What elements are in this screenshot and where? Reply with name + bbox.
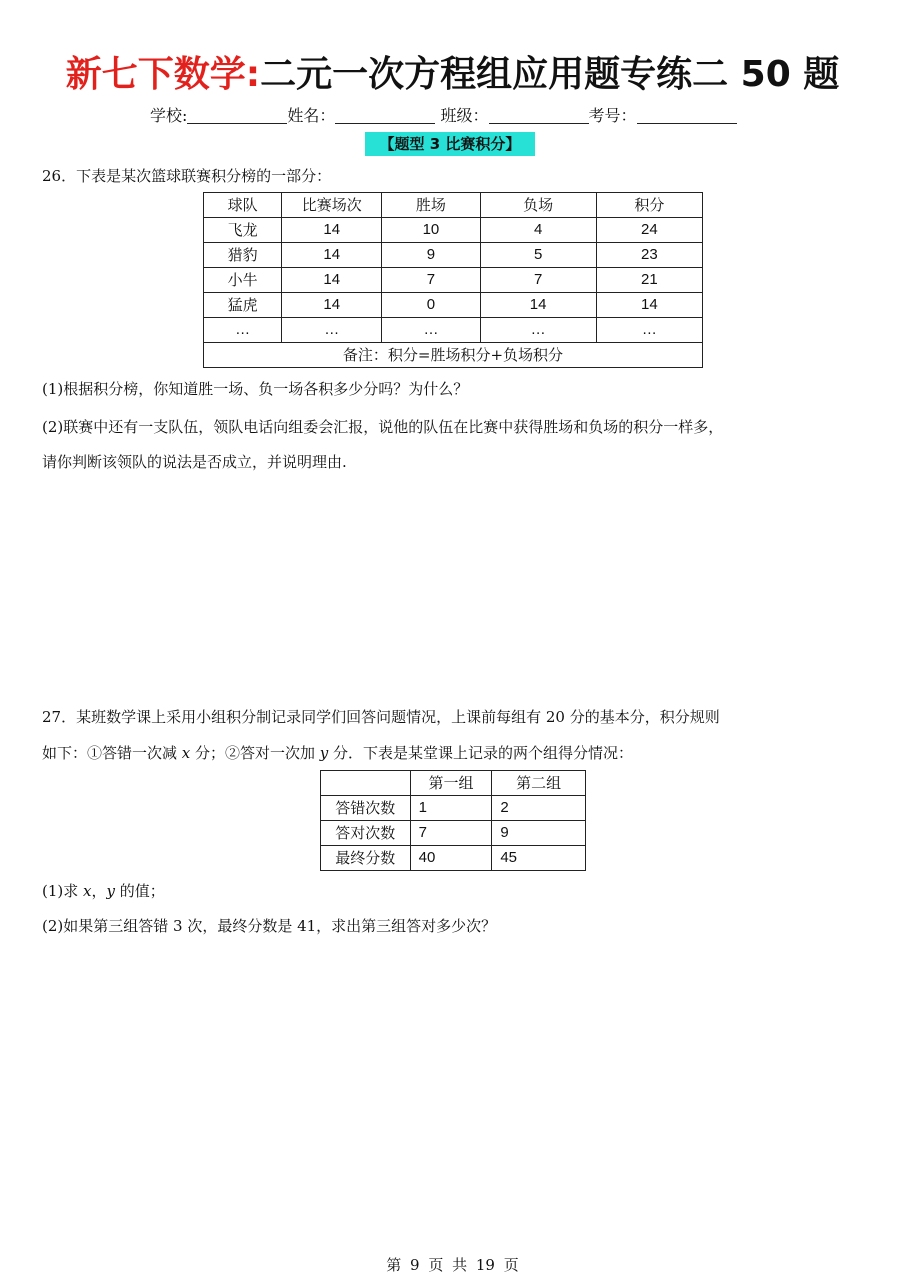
page-footer: 第 9 页 共 19 页	[386, 1256, 519, 1274]
var-y: y	[106, 882, 115, 900]
name-label: 姓名：	[287, 106, 336, 125]
table-cell: 45	[492, 846, 586, 871]
q26-sub1: (1)根据积分榜，你知道胜一场、负一场各积多少分吗？为什么？	[42, 380, 469, 398]
table-cell: 7	[480, 268, 596, 293]
exam-no-blank[interactable]	[637, 107, 737, 124]
header-cell: 球队	[204, 193, 282, 218]
table-cell: …	[382, 318, 480, 343]
table-row	[321, 821, 586, 846]
title-black-part: 二元一次方程组应用题专练二 50 题	[260, 54, 840, 95]
q27-stem-line1: 27．某班数学课上采用小组积分制记录同学们回答问题情况，上课前每组有 20 分的基本分，积分规则	[42, 708, 720, 726]
school-label: 学校:	[150, 106, 188, 125]
header-cell	[321, 771, 411, 796]
table-cell: 9	[382, 243, 480, 268]
table-cell: 飞龙	[204, 218, 282, 243]
table-header-row	[204, 193, 703, 218]
table-cell: 14	[596, 293, 702, 318]
table-cell: 5	[480, 243, 596, 268]
q26-sub2-line1: (2)联赛中还有一支队伍，领队电话向组委会汇报，说他的队伍在比赛中获得胜场和负场的积分一样多，	[42, 418, 724, 436]
table-cell: 答对次数	[321, 821, 411, 846]
q27-sub2: (2)如果第三组答错 3 次，最终分数是 41，求出第三组答对多少次？	[42, 917, 497, 935]
q27-sub1-part: 的值；	[115, 882, 165, 900]
header-cell: 第一组	[410, 771, 492, 796]
table-cell: …	[480, 318, 596, 343]
name-blank[interactable]	[335, 107, 435, 124]
table-row	[204, 243, 703, 268]
q27-sub1-part: ，	[91, 882, 107, 900]
table-row	[204, 318, 703, 343]
table-cell: 猛虎	[204, 293, 282, 318]
table-cell: 14	[480, 293, 596, 318]
table-cell: …	[204, 318, 282, 343]
table-cell: …	[282, 318, 382, 343]
q27-stem-part: 分；②答对一次加	[190, 744, 320, 762]
table-cell: 24	[596, 218, 702, 243]
table-cell: 23	[596, 243, 702, 268]
var-x: x	[83, 882, 92, 900]
q26-score-table	[203, 192, 703, 368]
table-cell: 答错次数	[321, 796, 411, 821]
school-blank[interactable]	[187, 107, 287, 124]
table-cell: 2	[492, 796, 586, 821]
header-cell: 比赛场次	[282, 193, 382, 218]
q27-sub1	[42, 880, 872, 902]
section-badge: 【题型 3 比赛积分】	[365, 132, 535, 156]
table-cell: 14	[282, 243, 382, 268]
table-row	[321, 796, 586, 821]
table-cell: 40	[410, 846, 492, 871]
table-cell: 4	[480, 218, 596, 243]
q27-stem-part: 如下：①答错一次减	[42, 744, 182, 762]
table-cell: 猎豹	[204, 243, 282, 268]
table-cell: 7	[382, 268, 480, 293]
q26-stem: 26．下表是某次篮球联赛积分榜的一部分：	[42, 167, 332, 185]
header-cell: 积分	[596, 193, 702, 218]
q27-sub1-part: (1)求	[42, 882, 84, 900]
header-cell: 负场	[480, 193, 596, 218]
table-cell: 0	[382, 293, 480, 318]
q27-stem-part: 分．下表是某堂课上记录的两个组得分情况：	[328, 744, 634, 762]
table-cell: 7	[410, 821, 492, 846]
table-cell: 1	[410, 796, 492, 821]
table-cell: 9	[492, 821, 586, 846]
var-y: y	[319, 744, 329, 762]
table-row	[204, 293, 703, 318]
table-cell: 最终分数	[321, 846, 411, 871]
var-x: x	[181, 744, 191, 762]
class-blank[interactable]	[489, 107, 589, 124]
class-label: 班级：	[440, 106, 489, 125]
title-red-part: 新七下数学:	[65, 54, 261, 95]
table-cell: …	[596, 318, 702, 343]
q26-sub2-line2: 请你判断该领队的说法是否成立，并说明理由.	[42, 453, 347, 471]
table-note: 备注：积分=胜场积分+负场积分	[204, 343, 703, 368]
table-cell: 10	[382, 218, 480, 243]
table-note-row	[204, 343, 703, 368]
table-cell: 14	[282, 218, 382, 243]
table-row	[204, 218, 703, 243]
exam-no-label: 考号：	[588, 106, 637, 125]
table-cell: 21	[596, 268, 702, 293]
table-row	[321, 846, 586, 871]
table-cell: 小牛	[204, 268, 282, 293]
table-cell: 14	[282, 268, 382, 293]
header-cell: 胜场	[382, 193, 480, 218]
table-cell: 14	[282, 293, 382, 318]
q27-stem-line2	[42, 742, 872, 764]
q27-group-score-table	[320, 770, 586, 871]
table-header-row	[321, 771, 586, 796]
header-cell: 第二组	[492, 771, 586, 796]
student-info-line	[150, 103, 770, 126]
table-row	[204, 268, 703, 293]
page-title	[0, 46, 905, 97]
